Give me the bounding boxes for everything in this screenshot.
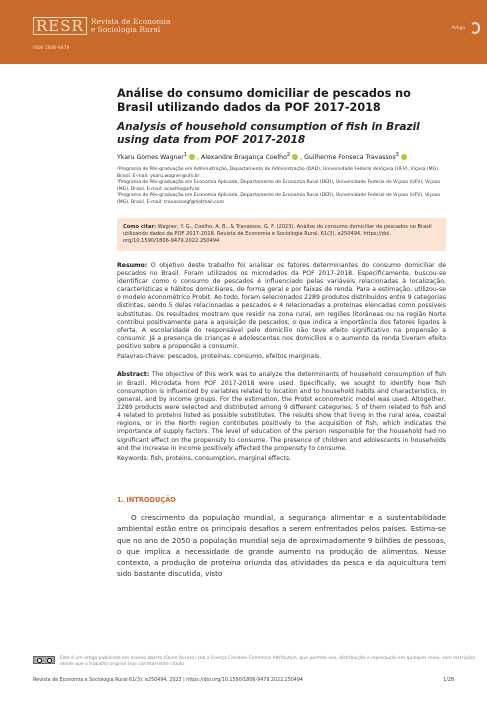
open-access-icon [470, 22, 480, 34]
section-heading-introducao: 1. INTRODUÇÃO [117, 495, 176, 504]
cc-dot [37, 658, 42, 663]
article-content [117, 87, 446, 580]
orcid-icon[interactable] [401, 154, 407, 160]
abstract-label: Abstract: [117, 371, 150, 379]
affiliation: ³Programa de Pós-graduação em Economia Aplicada, Departamento de Economia Rural (DER), Universidade Federal de Viçosa (UFV), Viçosa (MG), Brasil. E-mail: travassosgf@hotmail.com [117, 193, 440, 206]
license-footer [33, 656, 483, 668]
article-title-english: Analysis of household consumption of fish in Brazil using data from POF 2017-2018 [117, 121, 420, 146]
author-name: Alexandre Bragança Coelho [201, 154, 287, 162]
logo-box [33, 17, 87, 35]
citation-box [117, 218, 446, 251]
page-footer [33, 678, 454, 683]
resumo-paragraph [117, 262, 446, 352]
logo-abbreviation: RESR [36, 17, 84, 35]
journal-reference: Revista de Economia e Sociologia Rural 61(3): e250494, 2023 | https://doi.org/10.1590/1806-9479.2022.250494 [33, 678, 303, 683]
keywords: Keywords: fish, proteins, consumption, marginal effects. [117, 454, 292, 462]
author-list: Ykaru Gomes Wagner$^1$ , Alexandre Bragança Coelho$^2$ , Guilherme Fonseca Travassos$^3$ [117, 151, 446, 162]
affiliation: ¹Programa de Pós-graduação em Administração, Departamento de Administração (DAD), Universidade Federal deViçosa (UFV), Viçosa (MG), Brasil. E-mail: ykaru.wagner@ufv.br [117, 167, 440, 179]
author-sup: 2 [286, 152, 291, 158]
logo-name-line2: e Sociologia Rural [90, 25, 161, 34]
article-title: Análise do consumo domiciliar de pescados no Brasil utilizando dados da POF 2017-2018 [117, 87, 411, 114]
by-dot [47, 658, 52, 663]
cc-license-icon[interactable] [33, 656, 55, 664]
palavras-chave: Palavras-chave: pescados, proteínas, consumo, efeitos marginais. [117, 353, 322, 361]
citation-text: Wagner, Y. G., Coelho, A. B., & Travassos, G. F. (2023). Análise do consumo domiciliar de pescados no Brasil utilizando dados da POF 2017-2018. Revista de Economia e Sociologia Rural, 61(3), e250494. https://doi. org/10.1590/1806-9479.2022.250494 [123, 223, 432, 244]
journal-logo [33, 17, 170, 35]
author-name: Ykaru Gomes Wagner [117, 154, 184, 162]
abstract-text: The objective of this work was to analyze the determinants of household consumption of fish in Brazil. Microdata from POF 2017-2018 were used. Specifically, we sought to identify how fish consumption is influenced by variables related to location and to household habits and characteristics, in general, and by income groups. For the estimation, the Probit econometric model was used. Altogether, 2289 products were selected and distributed among 9 different categories, 5 of them related to fish and 4 related to proteins listed as possible substitutes. The results show that living in the rural area, coastal regions, or in the North region contributes positively to the acquisition of fish, which indicates the importance of supply factors. The level of education of the person responsible for the household had no significant effect on the propensity to consume. The presence of children and adolescents in households and the increase in income positively affected the propensity to consume. [117, 371, 447, 452]
page-number: 1/28 [443, 678, 454, 683]
license-text: Este é um artigo publicado em acesso aberto (Open Access) sob a licença Creative Commons Attribution, que permite uso, distribuição e reprodução em qualquer meio, sem restrições desde que o trabalho original seja corretamente citado. [60, 656, 476, 667]
citation-label: Como citar: [123, 223, 157, 230]
author-sup: 1 [183, 152, 188, 158]
issn: ISSN 1806-9479 [33, 46, 70, 51]
section-label: Artigo [451, 26, 465, 31]
orcid-icon[interactable] [292, 154, 298, 160]
logo-journal-name [91, 18, 171, 35]
abstract-paragraph [117, 371, 446, 453]
resumo-text: O objetivo deste trabalho foi analisar os fatores determinantes do consumo domiciliar de pescados no Brasil. Foram utilizados os microdados da POF 2017-2018. Especificamente, buscou-se identificar como o consumo de pescados é influenciado pelas variáveis relacionadas à localização, características e hábitos domiciliares, de forma geral e por faixas de renda. Para a estimação, utilizou-se o modelo econométrico Probit. Ao todo, foram selecionados 2289 produtos distribuídos entre 9 categorias distintas, sendo 5 delas relacionadas a pescados e 4 relacionadas a proteínas elencadas como possíveis substitutas. Os resultados mostram que residir na zona rural, em regiões litorâneas ou na região Norte contribui positivamente para a aquisição de pescados, o que indica a importância dos fatores ligados à oferta. A escolaridade do responsável pelo domicílio não teve efeito significativo na propensão a consumir. Já a presença de crianças e adolescentes nos domicílios e o aumento da renda tiveram efeito positivo sobre a propensão a consumir. [117, 261, 447, 351]
resumo-label: Resumo: [117, 261, 148, 269]
affiliations [117, 167, 446, 207]
logo-name-line1: Revista de Economia [90, 16, 171, 26]
orcid-icon[interactable] [189, 154, 195, 160]
author-sup: 3 [395, 152, 399, 158]
intro-paragraph: O crescimento da população mundial, a segurança alimentar e a sustentabilidade ambiental estão entre os principais desafios a serem enfrentados pelos países. Estima-se que no ano de 2050 a população mundial seja de aproximadamente 9 bilhões de pessoas, o que implica a necessidade de grande aumento na produção de alimentos. Nesse contexto, a produção de proteína oriunda das atividades da pesca e da aquicultura tem sido bastante discutida, visto [117, 512, 446, 579]
author-name: Guilherme Fonseca Travassos [304, 154, 396, 162]
journal-banner [0, 0, 487, 64]
affiliation: ²Programa de Pós-graduação em Economia Aplicada, Departamento de Economia Rural (DER), Universidade Federal de Viçosa (UFV), Viçosa (MG), Brasil. E-mail: acoelho@ufv.br [117, 180, 440, 192]
